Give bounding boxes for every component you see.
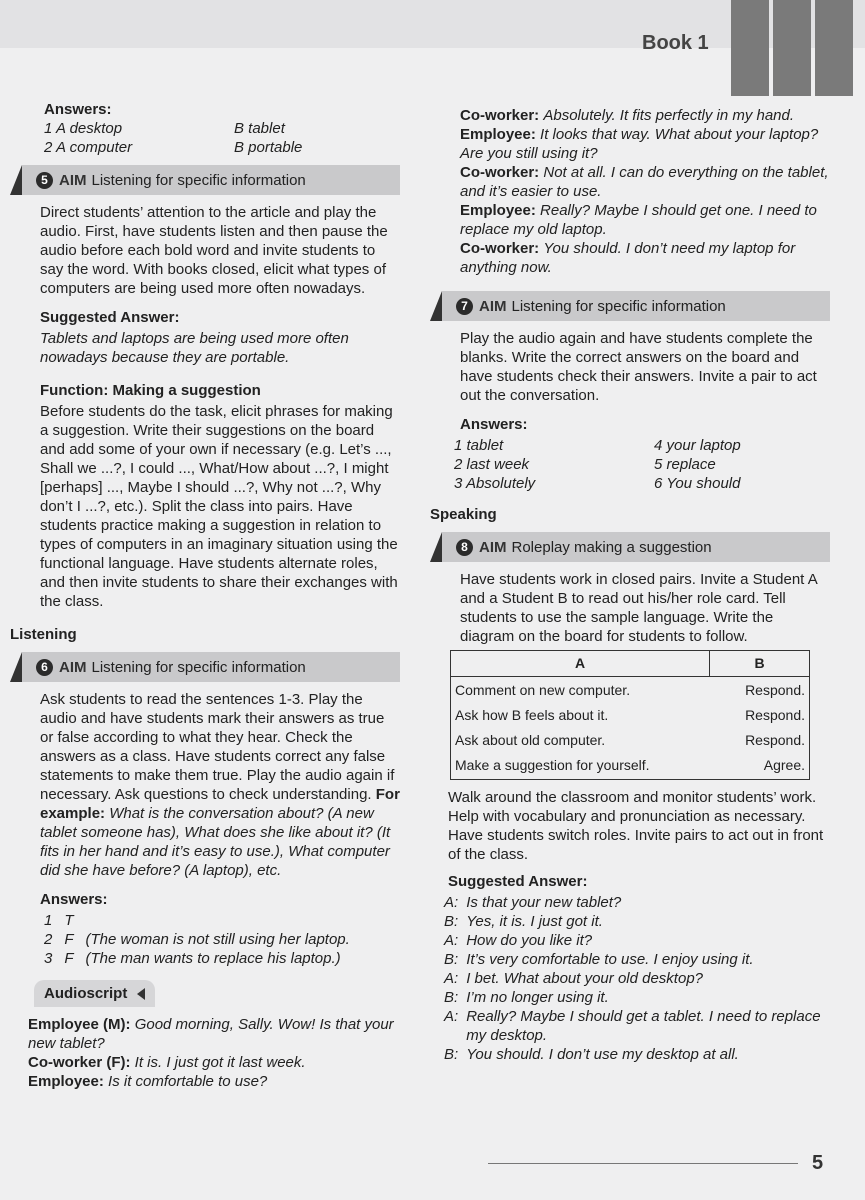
role-b-step: Respond. [745, 732, 805, 748]
left-column [10, 100, 400, 1091]
number-7-icon: 7 [456, 298, 473, 315]
role-b-step: Respond. [745, 682, 805, 698]
listening-title: Listening [10, 626, 77, 643]
right-column [430, 106, 830, 1064]
dialogue-line: A: Is that your new tablet? [444, 894, 622, 911]
audioscript-left [10, 1015, 400, 1091]
suggested-title: Suggested Answer: [448, 873, 588, 890]
col-b-header: B [710, 651, 810, 677]
script-line: Employee (M): Good morning, Sally. Wow! Is that your new tablet? [28, 1016, 394, 1052]
aim-6-banner [22, 652, 400, 682]
aim-text: Roleplay making a suggestion [511, 538, 712, 556]
answer-cell: 1 A desktop [44, 120, 123, 137]
answers2-list [10, 911, 400, 968]
dialogue-line: B: I’m no longer using it. [444, 989, 609, 1006]
list-item: 1 T [44, 912, 74, 929]
list-item: 3 F (The man wants to replace his laptop.) [44, 950, 341, 967]
dialogue-line: B: Yes, it is. I just got it. [444, 913, 603, 930]
answers-title: Answers: [44, 101, 112, 118]
audioscript-right [430, 106, 830, 277]
aim-8-banner [442, 532, 830, 562]
script-line: Co-worker (F): It is. I just got it last week. [28, 1054, 306, 1071]
suggested-dialogue [430, 893, 830, 1064]
script-line: Co-worker: Not at all. I can do everything on the tablet, and it’s easier to use. [460, 164, 829, 200]
page-number: 5 [812, 1152, 824, 1174]
dialogue-line: A: How do you like it? [444, 932, 593, 949]
dialogue-line: A: I bet. What about your old desktop? [444, 970, 704, 987]
walk-body: Walk around the classroom and monitor students’ work. Help with vocabulary and pronunciation as necessary. Have students switch roles. Invite pairs to act out in front of the class. [448, 789, 824, 863]
audioscript-tab [34, 980, 155, 1007]
aim-label: AIM [59, 171, 87, 189]
answers-grid [10, 119, 400, 157]
script-line: Employee: Is it comfortable to use? [28, 1073, 268, 1090]
speaking-title: Speaking [430, 506, 497, 523]
page-tabs [731, 0, 853, 96]
aim-5-banner [22, 165, 400, 195]
aim-7-body: Play the audio again and have students complete the blanks. Write the correct answers on the board and have students check their answers. Invite a pair to act out the conversation. [460, 330, 817, 404]
aim-text: Listening for specific information [511, 297, 726, 315]
answer-cell: 6 You should [654, 475, 741, 492]
aim-5-body: Direct students’ attention to the article and play the audio. First, have students listen and then pause the audio before each bold word and invite students to say the word. With books closed, elicit what types of computers are being used more often nowadays. [40, 204, 388, 297]
answer-cell: 1 tablet [454, 437, 504, 454]
speaker-icon [137, 988, 145, 1000]
aim-7-banner [442, 291, 830, 321]
answer-cell: 2 A computer [44, 139, 133, 156]
role-a-step: Ask how B feels about it. [455, 707, 609, 723]
answer-cell: 3 Absolutely [454, 475, 536, 492]
list-item: 2 F (The woman is not still using her laptop. [44, 931, 350, 948]
roleplay-diagram [450, 650, 810, 780]
aim-8-body: Have students work in closed pairs. Invite a Student A and a Student B to read out his/her role card. Tell students to use the sample language. Write the diagram on the board for students to follow. [460, 571, 817, 645]
dialogue-line: B: You should. I don’t use my desktop at all. [444, 1046, 739, 1063]
answer-cell: 4 your laptop [654, 437, 741, 454]
answer-cell: 5 replace [654, 456, 716, 473]
aim-label: AIM [479, 297, 507, 315]
answer-cell: B tablet [234, 120, 285, 137]
aim-label: AIM [59, 658, 87, 676]
role-b-step: Agree. [763, 757, 805, 773]
role-a-step: Ask about old computer. [455, 732, 606, 748]
dialogue-line: A: Really? Maybe I should get a tablet. I need to replace my desktop. [444, 1008, 821, 1044]
audioscript-label: Audioscript [44, 985, 128, 1002]
number-5-icon: 5 [36, 172, 53, 189]
answers-grid [430, 436, 830, 493]
answer-cell: B portable [234, 139, 303, 156]
script-line: Employee: It looks that way. What about your laptop? Are you still using it? [460, 126, 819, 162]
role-b-step: Respond. [745, 707, 805, 723]
function-title: Function: Making a suggestion [40, 382, 261, 399]
answers-title: Answers: [460, 416, 528, 433]
script-line: Employee: Really? Maybe I should get one. I need to replace my old laptop. [460, 202, 817, 238]
answers2-title: Answers: [40, 891, 108, 908]
footer-rule [488, 1163, 798, 1164]
script-line: Co-worker: You should. I don’t need my laptop for anything now. [460, 240, 796, 276]
aim-6-body: Ask students to read the sentences 1-3. Play the audio and have students mark their answers as true or false according to what they hear. Check the answers as a class. Have students correct any false statements to make them true. Play the audio again if necessary. Ask questions to check understanding. For example: What is the conversation about? (A new tablet someone has), What does she like about it? (It fits in her hand and it’s easy to use.), What computer did she have before? (A laptop), etc. [40, 691, 400, 879]
role-a-step: Comment on new computer. [455, 682, 631, 698]
dialogue-line: B: It’s very comfortable to use. I enjoy using it. [444, 951, 754, 968]
book-label: Book 1 [642, 32, 709, 54]
answer-cell: 2 last week [454, 456, 530, 473]
aim-text: Listening for specific information [91, 171, 306, 189]
script-line: Co-worker: Absolutely. It fits perfectly in my hand. [460, 107, 795, 124]
suggested-body: Tablets and laptops are being used more often nowadays because they are portable. [40, 330, 349, 366]
number-8-icon: 8 [456, 539, 473, 556]
number-6-icon: 6 [36, 659, 53, 676]
suggested-title: Suggested Answer: [40, 309, 180, 326]
col-a-header: A [451, 651, 710, 677]
role-a-step: Make a suggestion for yourself. [455, 757, 650, 773]
aim-text: Listening for specific information [91, 658, 306, 676]
function-body: Before students do the task, elicit phrases for making a suggestion. Write their suggestions on the board and add some of your own if necessary (e.g. Let’s ..., Shall we ...?, I could ..., What/How about ...?, I might [perhaps] ..., Maybe I should ...?, Why not ...?, Why don’t I ...?, etc.). Split the class into pairs. Have students practice making a suggestion in relation to types of computers in an imaginary situation using the functional language. Have students alternate roles, and then invite students to share their exchanges with the class. [40, 403, 398, 610]
aim-label: AIM [479, 538, 507, 556]
